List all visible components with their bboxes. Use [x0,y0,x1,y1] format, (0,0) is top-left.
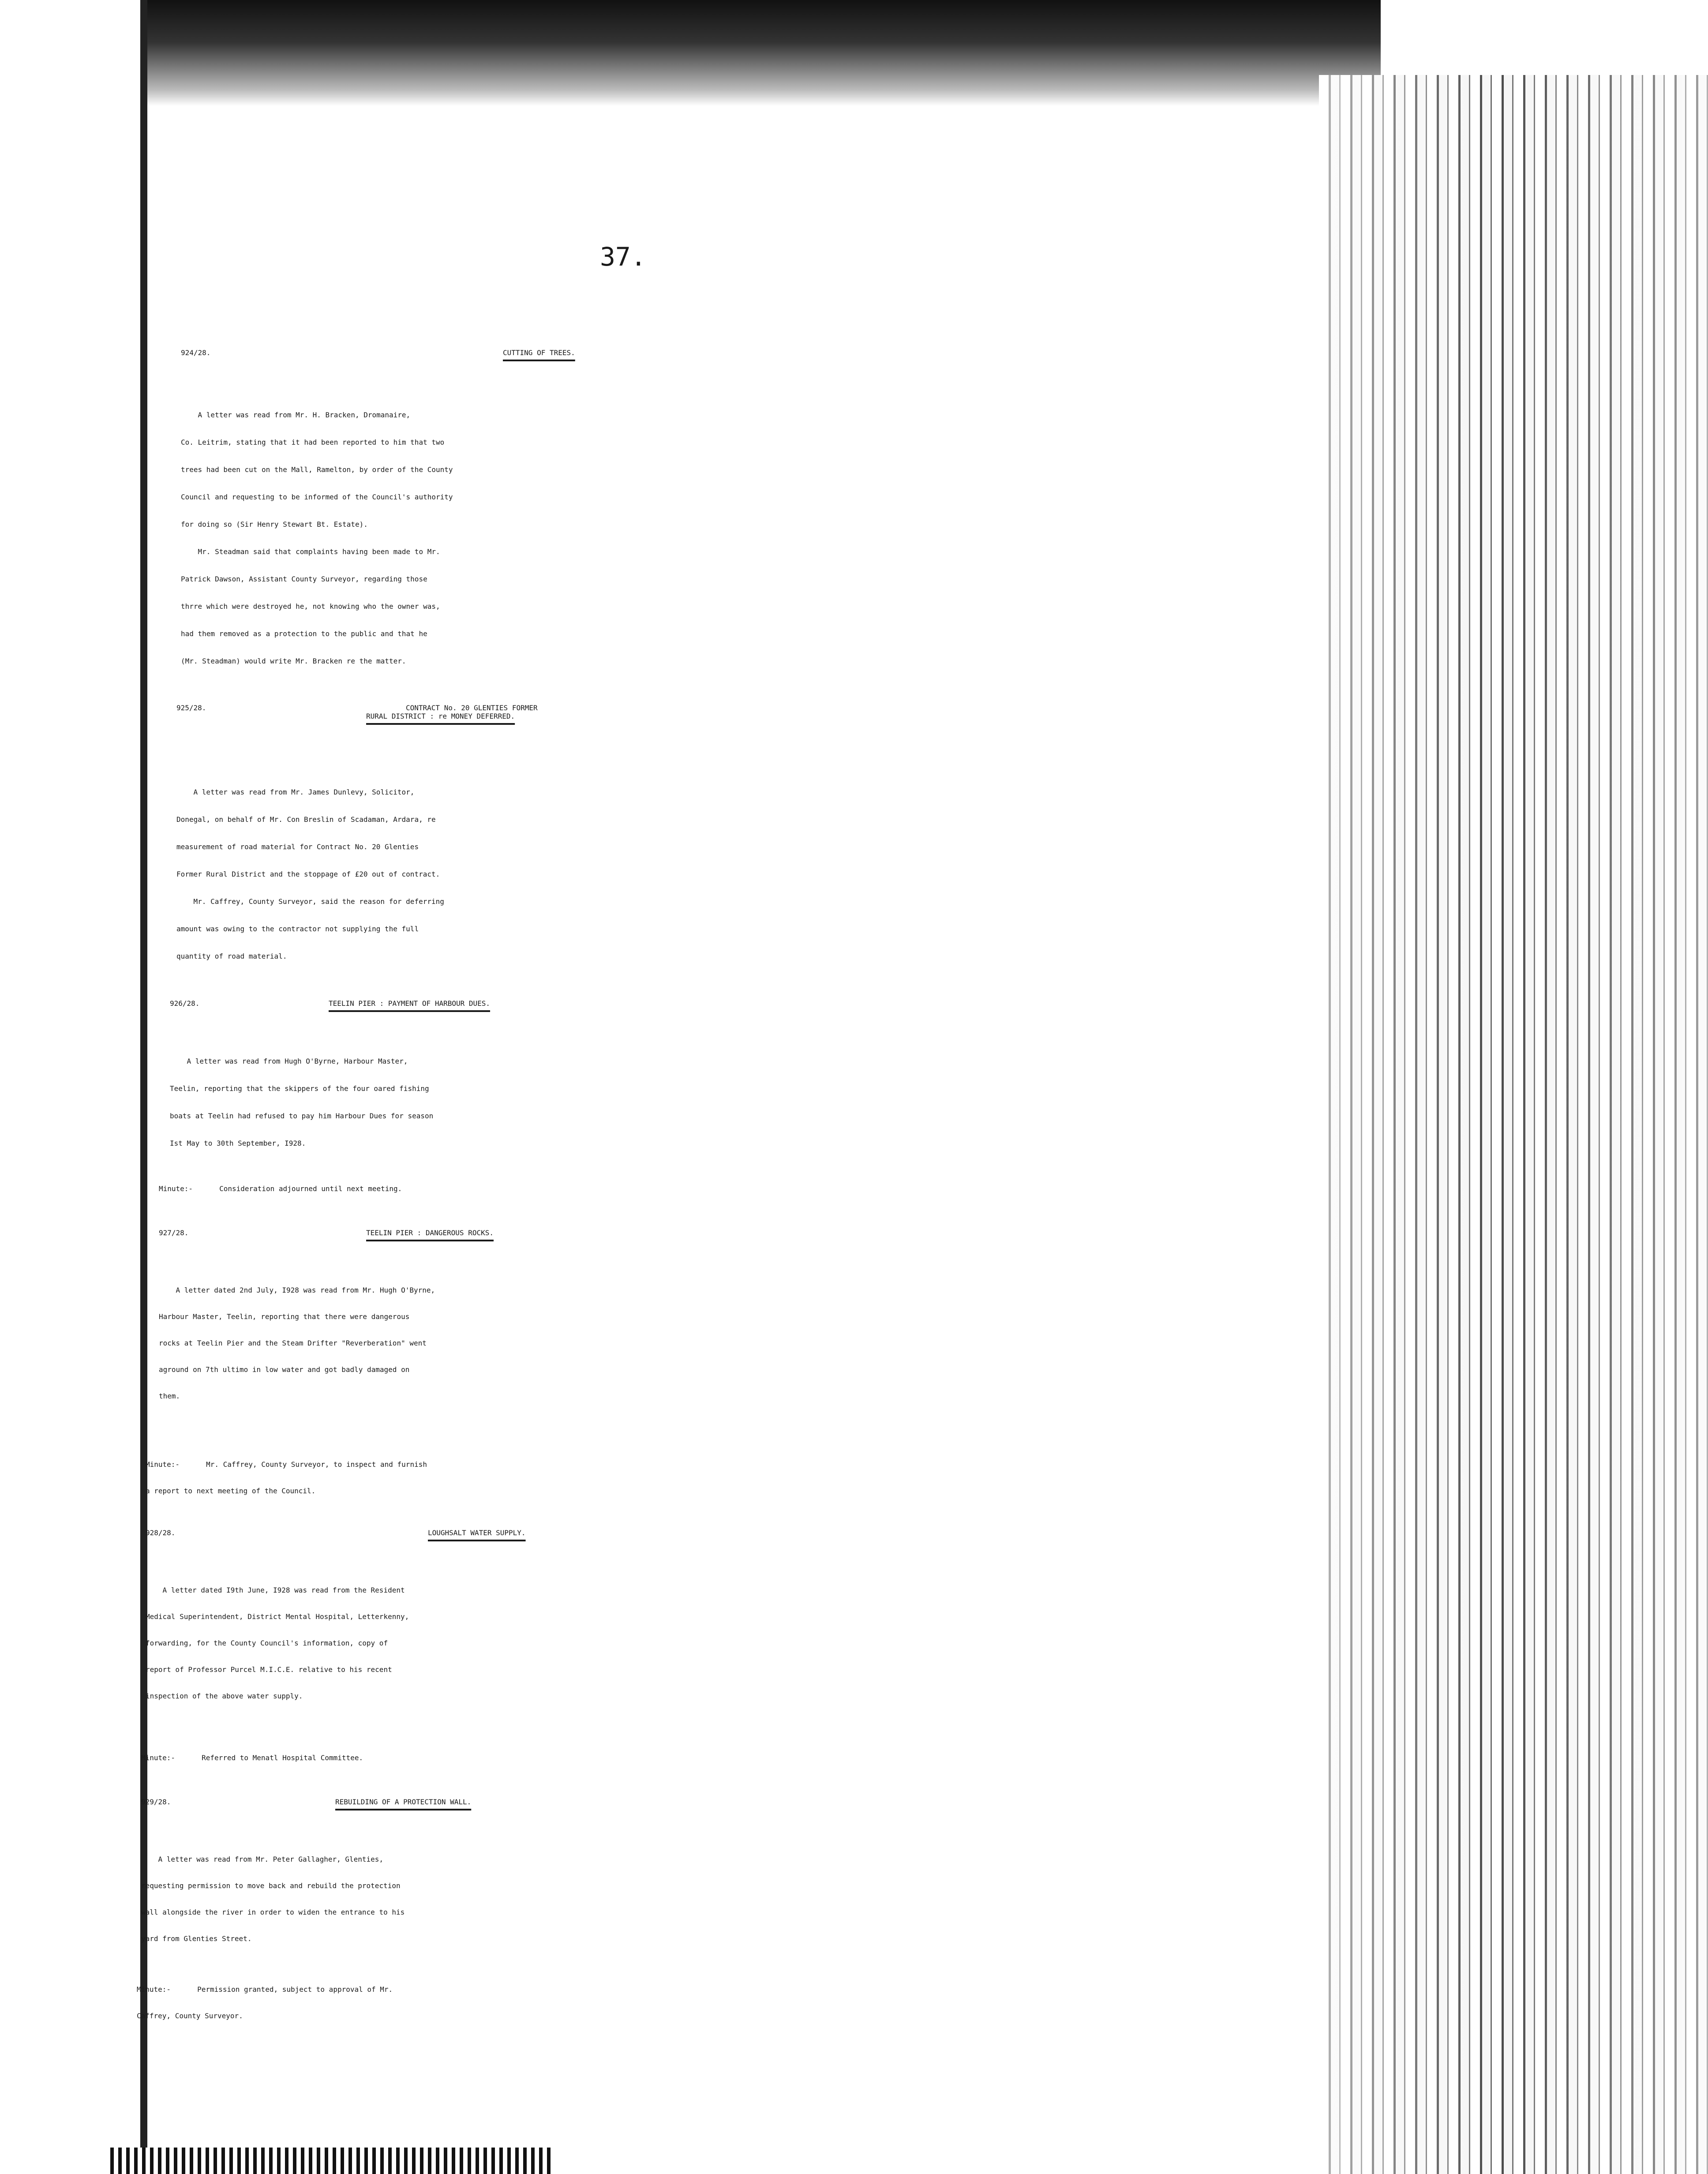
minute-text: Permission granted, subject to approval of Mr. Caffrey, County Surveyor. [137,1985,393,2020]
item-title: TEELIN PIER : PAYMENT OF HARBOUR DUES. [329,999,491,1008]
item-paragraph: A letter dated I9th June, I928 was read from the Resident Medical Superintendent, District Mental Hospital, Letterkenny, forwarding, for the County Council's information, copy of report of Professor Purcel M.I.C.E. relative to his recent inspection of the above water supply. [146,1586,409,1700]
item-paragraph: Mr. Steadman said that complaints having been made to Mr. Patrick Dawson, Assistant County Surveyor, regarding those thrre which were destroyed he, not knowing who the owner was, had them removed as a protection to the public and that he (Mr. Steadman) would write Mr. Bracken re the matter. [181,547,440,665]
minute-item-927 [159,1229,1240,1409]
minute-text: Consideration adjourned until next meeting. [219,1184,402,1193]
item-number: 927/28. [159,1229,189,1237]
item-number: 928/28. [146,1529,176,1537]
minute-928 [141,1754,363,1762]
minute-item-928 [146,1529,1226,1709]
scan-top-edge-shadow [146,0,1381,106]
item-title: LOUGHSALT WATER SUPPLY. [428,1529,526,1537]
item-paragraph: A letter was read from Mr. James Dunlevy, Solicitor, Donegal, on behalf of Mr. Con Breslin of Scadaman, Ardara, re measurement of road material for Contract No. 20 Glenties Former Rural District and the stoppage of £20 out of contract. [176,788,440,878]
minute-926 [159,1184,402,1193]
minute-item-926 [170,999,1229,1157]
minute-label: Minute:- [146,1460,180,1469]
item-paragraph: A letter was read from Hugh O'Byrne, Harbour Master, Teelin, reporting that the skippers of the four oared fishing boats at Teelin had refused to pay him Harbour Dues for season Ist May to 30th September, I928. [170,1057,434,1147]
minute-item-924 [181,349,1240,675]
item-number: 929/28. [141,1798,171,1806]
item-number: 924/28. [181,349,211,357]
scan-bottom-edge [110,2148,551,2174]
minute-item-925 [176,704,1235,970]
minute-929 [137,1976,393,2029]
minute-text: Referred to Menatl Hospital Committee. [202,1754,363,1762]
item-paragraph: A letter was read from Mr. Peter Gallagher, Glenties, requesting permission to move back and rebuild the protection wall alongside the river in order to widen the entrance to his yard from Glenties Street. [141,1855,405,1943]
item-number: 926/28. [170,999,200,1008]
item-title-line-2: RURAL DISTRICT : re MONEY DEFERRED. [366,712,515,720]
minute-label: Minute:- [141,1754,176,1762]
item-title-line-1: CONTRACT No. 20 GLENTIES FORMER [406,704,538,712]
item-paragraph: A letter dated 2nd July, I928 was read from Mr. Hugh O'Byrne, Harbour Master, Teelin, reporting that there were dangerous rocks at Teelin Pier and the Steam Drifter "Reverberation" went aground on 7th ultimo in low water and got badly damaged on them. [159,1286,435,1400]
item-paragraph: A letter was read from Mr. H. Bracken, Dromanaire, Co. Leitrim, stating that it had been reported to him that two trees had been cut on the Mall, Ramelton, by order of the County Council and requesting to be informed of the Council's authority for doing so (Sir Henry Stewart Bt. Estate). [181,411,453,529]
minute-text: Mr. Caffrey, County Surveyor, to inspect and furnish a report to next meeting of the Council. [146,1460,427,1495]
minute-item-929 [141,1798,1222,1952]
page-number: 37. [600,242,646,272]
item-title: CUTTING OF TREES. [503,349,575,357]
minute-label: Minute:- [137,1985,171,1994]
minute-927 [146,1451,427,1504]
ledger-page-edges-fade [1319,75,1708,2174]
minute-label: Minute:- [159,1184,193,1193]
item-paragraph: Mr. Caffrey, County Surveyor, said the reason for deferring amount was owing to the contractor not supplying the full quantity of road material. [176,897,444,960]
item-title: TEELIN PIER : DANGEROUS ROCKS. [366,1229,494,1237]
item-number: 925/28. [176,704,206,712]
item-title: REBUILDING OF A PROTECTION WALL. [335,1798,472,1806]
